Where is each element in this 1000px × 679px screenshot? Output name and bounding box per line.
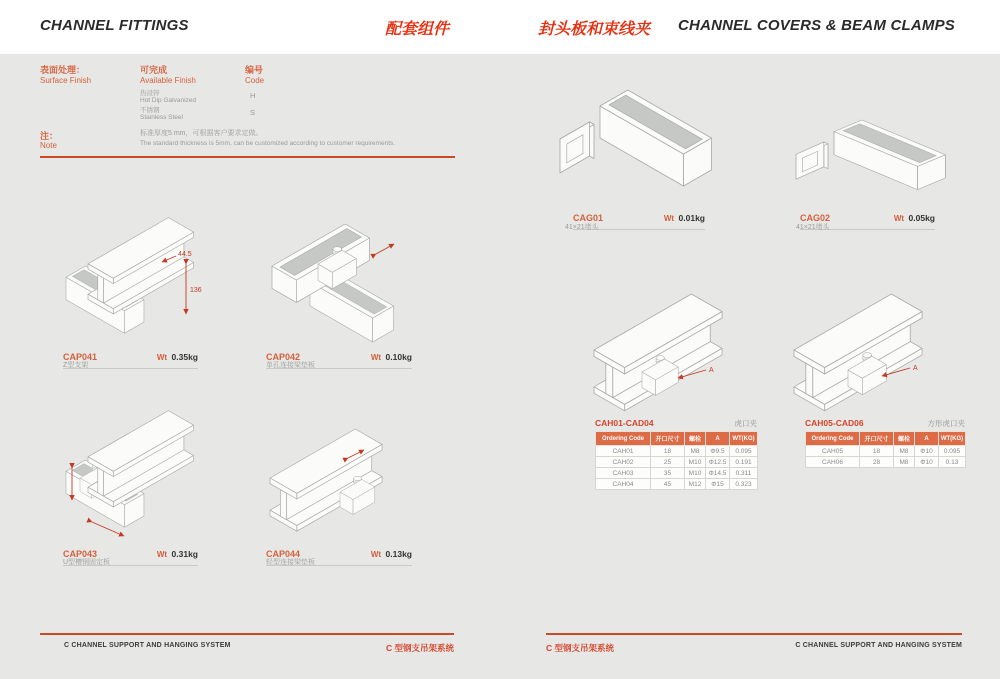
table-type-label: 方形虎口夹: [927, 419, 965, 428]
finish-option-cn: 热浸锌: [140, 90, 160, 97]
surface-finish-label-cn: 表面处理：: [40, 65, 86, 75]
product-desc: 单孔连接梁垫板: [266, 362, 315, 369]
divider-rule: [40, 156, 455, 158]
footer-text-en: C CHANNEL SUPPORT AND HANGING SYSTEM: [64, 642, 231, 649]
code-label-en: Code: [245, 76, 265, 85]
finish-option-en: Hot Dip Galvanized: [140, 97, 196, 104]
product-code: CAG01: [573, 213, 604, 223]
footer-text-cn: C 型钢支吊架系统: [546, 643, 615, 653]
note-text-cn: 标准厚度5 mm，可根据客户要求定做。: [140, 130, 263, 137]
ordering-table: [595, 431, 758, 490]
footer-text-cn: C 型钢支吊架系统: [385, 643, 454, 653]
product-code: CAP041: [63, 352, 98, 362]
finish-option-code: H: [250, 91, 256, 100]
table-row: CAH03 35 M10 Φ14.5 0.311: [596, 468, 758, 479]
product-weight: Wt 0.31kg: [156, 549, 198, 559]
finish-option-code: S: [250, 108, 256, 117]
spec-table-cah01: [595, 418, 757, 490]
ordering-table: [805, 431, 966, 468]
dim-label: A: [709, 367, 714, 374]
footer-text-en: C CHANNEL SUPPORT AND HANGING SYSTEM: [795, 642, 962, 649]
table-row: CAH04 45 M12 Φ15 0.323: [596, 479, 758, 490]
note-label-en: Note: [40, 141, 57, 150]
page-title-right-cn: 封头板和束线夹: [538, 21, 651, 38]
dim-label: 136: [190, 287, 202, 294]
product-desc: 轻型连接梁垫板: [266, 559, 315, 566]
dim-label: A: [913, 365, 918, 372]
product-desc: U型槽钢固定板: [63, 559, 111, 566]
cap044-drawing: [252, 418, 424, 542]
page-title-left-cn: 配套组件: [385, 21, 450, 38]
product-weight: Wt 0.13kg: [370, 549, 412, 559]
table-row: CAH01 18 M8 Φ9.5 0.095: [596, 446, 758, 457]
cag02-drawing: [788, 96, 968, 204]
product-desc: 41×21堵头: [565, 224, 599, 231]
code-label-cn: 编号: [245, 65, 264, 75]
cap042-drawing: [252, 224, 424, 346]
product-code: CAP042: [266, 352, 301, 362]
product-weight: Wt 0.05kg: [893, 213, 935, 223]
cap041-drawing: [58, 210, 240, 346]
surface-finish-label-en: Surface Finish: [40, 76, 92, 85]
note-label-cn: 注：: [40, 131, 59, 141]
table-row: CAH05 18 M8 Φ10 0.095: [806, 446, 966, 457]
table-row: CAH02 25 M10 Φ12.5 0.191: [596, 457, 758, 468]
spec-table-cah05: [805, 418, 965, 468]
product-weight: Wt 0.01kg: [663, 213, 705, 223]
finish-option-en: Stainless Steel: [140, 114, 183, 121]
product-code: CAG02: [800, 213, 831, 223]
product-desc: Z型支架: [63, 362, 89, 369]
finish-option-cn: 不锈钢: [140, 107, 160, 114]
product-desc: 41×21堵头: [796, 224, 830, 231]
footer-left: [40, 633, 454, 654]
available-finish-label-en: Available Finish: [140, 76, 196, 85]
dim-label: 44.5: [178, 251, 192, 258]
table-title: CAH01-CAD04: [595, 418, 654, 428]
footer-rule: [40, 633, 454, 635]
beam-clamp1-drawing: [578, 286, 766, 416]
table-header-row: Ordering Code 开口尺寸 螺栓 A WT(KG): [596, 432, 758, 446]
page-title-right-en: CHANNEL COVERS & BEAM CLAMPS: [678, 17, 956, 34]
table-type-label: 虎口夹: [734, 419, 757, 428]
table-row: CAH06 28 M8 Φ10 0.13: [806, 457, 966, 468]
cag01-drawing: [556, 78, 744, 204]
product-code: CAP044: [266, 549, 301, 559]
product-weight: Wt 0.10kg: [370, 352, 412, 362]
table-title: CAH05-CAD06: [805, 418, 864, 428]
product-weight: Wt 0.35kg: [156, 352, 198, 362]
footer-rule: [546, 633, 962, 635]
page-title-left-en: CHANNEL FITTINGS: [40, 17, 189, 34]
table-header-row: Ordering Code 开口尺寸 螺栓 A WT(KG): [806, 432, 966, 446]
footer-right: [546, 633, 962, 654]
cap043-drawing: [58, 402, 240, 542]
product-code: CAP043: [63, 549, 98, 559]
note-text-en: The standard thickness is 5mm, can be customized according to customer requirements.: [140, 140, 396, 147]
available-finish-label-cn: 可完成: [140, 65, 168, 75]
beam-clamp2-drawing: [778, 286, 966, 416]
